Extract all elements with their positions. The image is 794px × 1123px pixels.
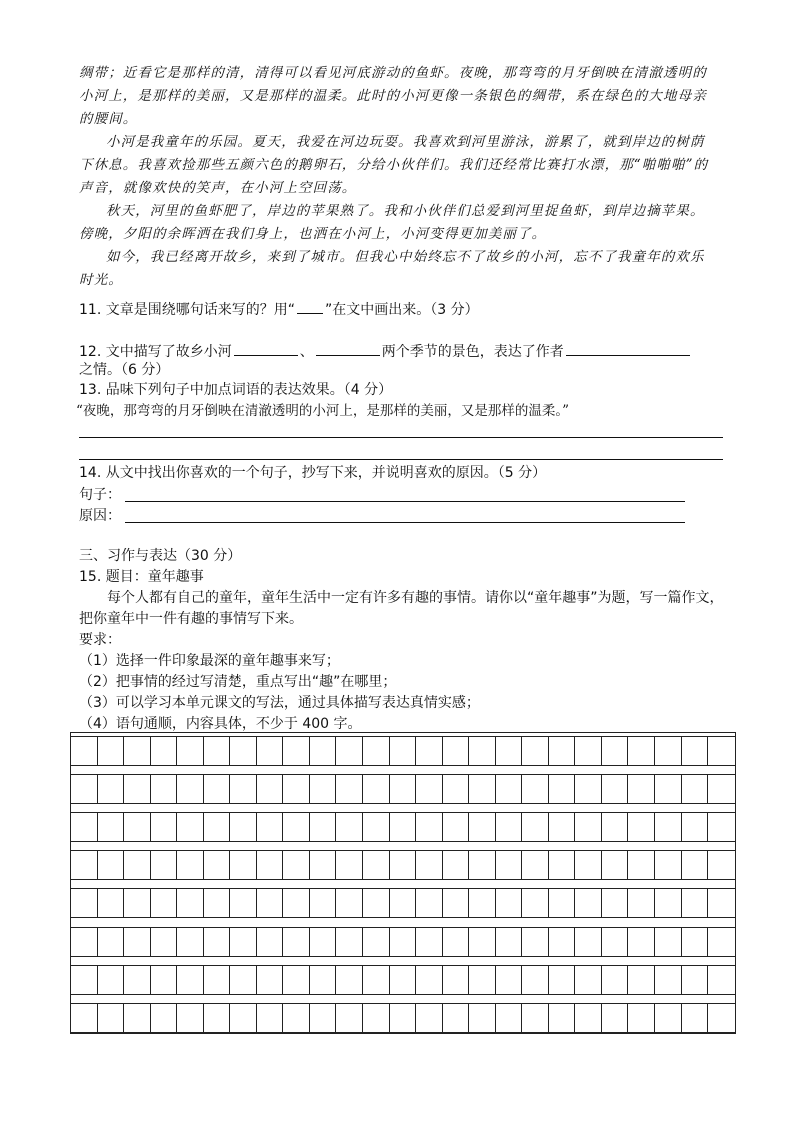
grid-cell[interactable] bbox=[496, 889, 523, 917]
grid-cell[interactable] bbox=[98, 737, 125, 765]
grid-cell[interactable] bbox=[602, 966, 629, 994]
grid-cell[interactable] bbox=[257, 851, 284, 879]
grid-cell[interactable] bbox=[522, 737, 549, 765]
passage-paragraph: 如今，我已经离开故乡，来到了城市。但我心中始终忘不了故乡的小河，忘不了我童年的欢乐时光。 bbox=[79, 249, 705, 288]
grid-cell[interactable] bbox=[177, 813, 204, 841]
question-11 bbox=[79, 298, 479, 320]
grid-cell[interactable] bbox=[230, 813, 257, 841]
requirements-label: 要求： bbox=[79, 632, 121, 648]
grid-cell[interactable] bbox=[655, 851, 682, 879]
grid-cell[interactable] bbox=[257, 966, 284, 994]
grid-cell[interactable] bbox=[496, 737, 523, 765]
grid-cell[interactable] bbox=[390, 775, 417, 803]
grid-cell[interactable] bbox=[443, 966, 470, 994]
grid-cell[interactable] bbox=[71, 966, 98, 994]
grid-cell[interactable] bbox=[602, 928, 629, 956]
grid-cell[interactable] bbox=[336, 1004, 363, 1032]
grid-cell[interactable] bbox=[204, 775, 231, 803]
grid-row bbox=[71, 774, 735, 804]
part-three bbox=[79, 546, 729, 735]
grid-cell[interactable] bbox=[151, 737, 178, 765]
grid-cell[interactable] bbox=[682, 737, 709, 765]
grid-cell[interactable] bbox=[602, 775, 629, 803]
grid-cell[interactable] bbox=[602, 851, 629, 879]
grid-cell[interactable] bbox=[310, 737, 337, 765]
grid-cell[interactable] bbox=[602, 889, 629, 917]
grid-cell[interactable] bbox=[416, 813, 443, 841]
grid-cell[interactable] bbox=[602, 813, 629, 841]
grid-cell[interactable] bbox=[443, 775, 470, 803]
sentence-label: 句子： bbox=[79, 487, 121, 503]
grid-cell[interactable] bbox=[177, 737, 204, 765]
grid-cell[interactable] bbox=[124, 1004, 151, 1032]
answer-line[interactable] bbox=[79, 437, 723, 438]
grid-cell[interactable] bbox=[628, 1004, 655, 1032]
grid-cell[interactable] bbox=[363, 737, 390, 765]
grid-cell[interactable] bbox=[124, 737, 151, 765]
grid-cell[interactable] bbox=[283, 737, 310, 765]
grid-cell[interactable] bbox=[71, 1004, 98, 1032]
grid-cell[interactable] bbox=[416, 851, 443, 879]
grid-cell[interactable] bbox=[522, 813, 549, 841]
grid-cell[interactable] bbox=[98, 889, 125, 917]
grid-cell[interactable] bbox=[575, 966, 602, 994]
grid-cell[interactable] bbox=[336, 851, 363, 879]
requirement-item: （4）语句通顺，内容具体，不少于 400 字。 bbox=[79, 716, 362, 732]
grid-cell[interactable] bbox=[283, 851, 310, 879]
grid-cell[interactable] bbox=[177, 775, 204, 803]
grid-cell[interactable] bbox=[708, 889, 735, 917]
grid-cell[interactable] bbox=[390, 928, 417, 956]
grid-cell[interactable] bbox=[363, 775, 390, 803]
grid-cell[interactable] bbox=[257, 737, 284, 765]
grid-cell[interactable] bbox=[655, 889, 682, 917]
grid-cell[interactable] bbox=[628, 889, 655, 917]
grid-cell[interactable] bbox=[496, 813, 523, 841]
question-12-text-a: 12. 文中描写了故乡小河 bbox=[79, 344, 232, 360]
grid-cell[interactable] bbox=[522, 966, 549, 994]
grid-row bbox=[71, 812, 735, 842]
question-14-title: 14. 从文中找出你喜欢的一个句子，抄写下来，并说明喜欢的原因。（5 分） bbox=[79, 465, 547, 481]
grid-cell[interactable] bbox=[416, 966, 443, 994]
grid-cell[interactable] bbox=[204, 737, 231, 765]
grid-cell[interactable] bbox=[496, 966, 523, 994]
grid-cell[interactable] bbox=[549, 966, 576, 994]
grid-cell[interactable] bbox=[204, 813, 231, 841]
grid-cell[interactable] bbox=[575, 851, 602, 879]
grid-cell[interactable] bbox=[469, 1004, 496, 1032]
grid-cell[interactable] bbox=[443, 737, 470, 765]
grid-cell[interactable] bbox=[496, 1004, 523, 1032]
grid-cell[interactable] bbox=[469, 813, 496, 841]
grid-cell[interactable] bbox=[522, 928, 549, 956]
grid-cell[interactable] bbox=[390, 1004, 417, 1032]
grid-cell[interactable] bbox=[522, 1004, 549, 1032]
grid-cell[interactable] bbox=[98, 813, 125, 841]
grid-cell[interactable] bbox=[151, 966, 178, 994]
grid-cell[interactable] bbox=[496, 851, 523, 879]
grid-cell[interactable] bbox=[177, 889, 204, 917]
grid-cell[interactable] bbox=[602, 1004, 629, 1032]
grid-cell[interactable] bbox=[443, 1004, 470, 1032]
grid-cell[interactable] bbox=[336, 889, 363, 917]
grid-cell[interactable] bbox=[416, 1004, 443, 1032]
question-12 bbox=[79, 340, 729, 362]
grid-cell[interactable] bbox=[549, 889, 576, 917]
grid-cell[interactable] bbox=[124, 928, 151, 956]
grid-cell[interactable] bbox=[575, 737, 602, 765]
grid-cell[interactable] bbox=[549, 737, 576, 765]
grid-cell[interactable] bbox=[549, 775, 576, 803]
grid-cell[interactable] bbox=[522, 851, 549, 879]
grid-row bbox=[71, 927, 735, 957]
grid-cell[interactable] bbox=[363, 928, 390, 956]
grid-cell[interactable] bbox=[549, 851, 576, 879]
grid-cell[interactable] bbox=[230, 737, 257, 765]
passage-paragraph: 小河是我童年的乐园。夏天，我爱在河边玩耍。我喜欢到河里游泳，游累了，就到岸边的树荫下休息。我喜欢捡那些五颜六色的鹅卵石，分给小伙伴们。我们还经常比赛打水漂，那“啪啪啪”的声音，就像欢快的笑声，在小河上空回荡。 bbox=[79, 134, 709, 196]
grid-cell[interactable] bbox=[443, 851, 470, 879]
question-12-text-c: 两个季节的景色，表达了作者 bbox=[381, 344, 564, 360]
grid-cell[interactable] bbox=[71, 813, 98, 841]
grid-cell[interactable] bbox=[469, 737, 496, 765]
answer-line[interactable] bbox=[79, 459, 723, 460]
grid-cell[interactable] bbox=[363, 1004, 390, 1032]
grid-cell[interactable] bbox=[283, 813, 310, 841]
grid-cell[interactable] bbox=[283, 889, 310, 917]
grid-cell[interactable] bbox=[469, 928, 496, 956]
grid-cell[interactable] bbox=[682, 966, 709, 994]
grid-cell[interactable] bbox=[336, 966, 363, 994]
grid-cell[interactable] bbox=[257, 813, 284, 841]
grid-cell[interactable] bbox=[416, 928, 443, 956]
passage-paragraph: 秋天，河里的鱼虾肥了，岸边的苹果熟了。我和小伙伴们总爱到河里捉鱼虾，到岸边摘苹果。傍晚，夕阳的余晖洒在我们身上，也洒在小河上，小河变得更加美丽了。 bbox=[79, 203, 705, 242]
grid-cell[interactable] bbox=[310, 851, 337, 879]
grid-cell[interactable] bbox=[443, 928, 470, 956]
grid-cell[interactable] bbox=[575, 813, 602, 841]
grid-cell[interactable] bbox=[655, 928, 682, 956]
grid-cell[interactable] bbox=[575, 1004, 602, 1032]
grid-cell[interactable] bbox=[628, 737, 655, 765]
requirement-item: （1）选择一件印象最深的童年趣事来写； bbox=[79, 653, 340, 669]
grid-row bbox=[71, 850, 735, 880]
question-12-line2: 之情。（6 分） bbox=[79, 362, 170, 378]
grid-cell[interactable] bbox=[469, 775, 496, 803]
grid-cell[interactable] bbox=[708, 737, 735, 765]
grid-cell[interactable] bbox=[98, 775, 125, 803]
grid-cell[interactable] bbox=[336, 813, 363, 841]
grid-cell[interactable] bbox=[469, 889, 496, 917]
grid-cell[interactable] bbox=[257, 928, 284, 956]
sentence-answer-line[interactable] bbox=[125, 501, 685, 502]
question-12-text-b: 、 bbox=[299, 344, 314, 360]
grid-cell[interactable] bbox=[204, 966, 231, 994]
grid-cell[interactable] bbox=[230, 775, 257, 803]
grid-cell[interactable] bbox=[204, 928, 231, 956]
grid-cell[interactable] bbox=[151, 889, 178, 917]
grid-cell[interactable] bbox=[682, 1004, 709, 1032]
grid-cell[interactable] bbox=[708, 928, 735, 956]
grid-row bbox=[71, 1003, 735, 1033]
grid-cell[interactable] bbox=[628, 813, 655, 841]
reason-label: 原因： bbox=[79, 508, 121, 524]
grid-cell[interactable] bbox=[124, 966, 151, 994]
answer-blank-season-2[interactable] bbox=[316, 340, 380, 356]
grid-cell[interactable] bbox=[204, 1004, 231, 1032]
grid-cell[interactable] bbox=[363, 851, 390, 879]
grid-cell[interactable] bbox=[682, 851, 709, 879]
grid-cell[interactable] bbox=[602, 737, 629, 765]
grid-cell[interactable] bbox=[628, 775, 655, 803]
grid-cell[interactable] bbox=[310, 889, 337, 917]
reading-passage bbox=[79, 62, 719, 292]
grid-cell[interactable] bbox=[708, 775, 735, 803]
grid-cell[interactable] bbox=[71, 737, 98, 765]
grid-cell[interactable] bbox=[257, 775, 284, 803]
grid-cell[interactable] bbox=[98, 1004, 125, 1032]
grid-cell[interactable] bbox=[390, 966, 417, 994]
grid-cell[interactable] bbox=[496, 928, 523, 956]
grid-cell[interactable] bbox=[655, 775, 682, 803]
grid-cell[interactable] bbox=[71, 775, 98, 803]
grid-cell[interactable] bbox=[469, 966, 496, 994]
grid-cell[interactable] bbox=[363, 966, 390, 994]
grid-cell[interactable] bbox=[549, 928, 576, 956]
grid-cell[interactable] bbox=[443, 813, 470, 841]
grid-cell[interactable] bbox=[549, 813, 576, 841]
grid-cell[interactable] bbox=[71, 889, 98, 917]
question-13-title: 13. 品味下列句子中加点词语的表达效果。（4 分） bbox=[79, 382, 393, 398]
grid-cell[interactable] bbox=[177, 851, 204, 879]
grid-cell[interactable] bbox=[390, 851, 417, 879]
grid-cell[interactable] bbox=[363, 889, 390, 917]
grid-cell[interactable] bbox=[151, 775, 178, 803]
grid-cell[interactable] bbox=[71, 928, 98, 956]
grid-cell[interactable] bbox=[522, 889, 549, 917]
grid-cell[interactable] bbox=[124, 813, 151, 841]
grid-cell[interactable] bbox=[469, 851, 496, 879]
grid-cell[interactable] bbox=[151, 813, 178, 841]
question-11-text-a: 11. 文章是围绕哪句话来写的？用“ bbox=[79, 302, 295, 318]
grid-cell[interactable] bbox=[310, 1004, 337, 1032]
grid-cell[interactable] bbox=[708, 851, 735, 879]
grid-cell[interactable] bbox=[655, 1004, 682, 1032]
grid-cell[interactable] bbox=[151, 928, 178, 956]
grid-cell[interactable] bbox=[230, 966, 257, 994]
grid-cell[interactable] bbox=[708, 966, 735, 994]
grid-cell[interactable] bbox=[71, 851, 98, 879]
grid-cell[interactable] bbox=[124, 889, 151, 917]
grid-cell[interactable] bbox=[204, 851, 231, 879]
grid-cell[interactable] bbox=[682, 775, 709, 803]
grid-cell[interactable] bbox=[682, 889, 709, 917]
grid-cell[interactable] bbox=[310, 928, 337, 956]
grid-cell[interactable] bbox=[230, 1004, 257, 1032]
grid-cell[interactable] bbox=[575, 928, 602, 956]
requirement-item: （2）把事情的经过写清楚，重点写出“趣”在哪里； bbox=[79, 674, 397, 690]
composition-grid[interactable] bbox=[70, 732, 736, 1034]
section-heading: 三、习作与表达（30 分） bbox=[79, 548, 242, 564]
reason-answer-line[interactable] bbox=[125, 522, 685, 523]
grid-cell[interactable] bbox=[230, 851, 257, 879]
grid-cell[interactable] bbox=[310, 966, 337, 994]
grid-row bbox=[71, 736, 735, 766]
grid-cell[interactable] bbox=[257, 1004, 284, 1032]
grid-cell[interactable] bbox=[177, 928, 204, 956]
grid-cell[interactable] bbox=[230, 928, 257, 956]
grid-cell[interactable] bbox=[98, 851, 125, 879]
grid-cell[interactable] bbox=[549, 1004, 576, 1032]
answer-blank-season-1[interactable] bbox=[234, 340, 298, 356]
grid-cell[interactable] bbox=[575, 889, 602, 917]
grid-cell[interactable] bbox=[443, 889, 470, 917]
grid-cell[interactable] bbox=[336, 775, 363, 803]
grid-cell[interactable] bbox=[390, 737, 417, 765]
grid-cell[interactable] bbox=[416, 737, 443, 765]
grid-cell[interactable] bbox=[310, 775, 337, 803]
answer-blank-feeling[interactable] bbox=[566, 340, 690, 356]
grid-row bbox=[71, 888, 735, 918]
grid-cell[interactable] bbox=[204, 889, 231, 917]
grid-cell[interactable] bbox=[628, 928, 655, 956]
grid-cell[interactable] bbox=[628, 966, 655, 994]
requirement-item: （3）可以学习本单元课文的写法，通过具体描写表达真情实感； bbox=[79, 695, 480, 711]
grid-cell[interactable] bbox=[257, 889, 284, 917]
grid-cell[interactable] bbox=[283, 966, 310, 994]
grid-cell[interactable] bbox=[655, 966, 682, 994]
question-13-quote: “夜晚，那弯弯的月牙倒映在清澈透明的小河上，是那样的美丽，又是那样的温柔。” bbox=[76, 403, 570, 419]
grid-cell[interactable] bbox=[151, 1004, 178, 1032]
grid-cell[interactable] bbox=[177, 1004, 204, 1032]
grid-cell[interactable] bbox=[124, 775, 151, 803]
grid-cell[interactable] bbox=[177, 966, 204, 994]
grid-cell[interactable] bbox=[416, 889, 443, 917]
grid-cell[interactable] bbox=[124, 851, 151, 879]
grid-cell[interactable] bbox=[336, 737, 363, 765]
grid-cell[interactable] bbox=[682, 813, 709, 841]
grid-cell[interactable] bbox=[151, 851, 178, 879]
grid-cell[interactable] bbox=[708, 1004, 735, 1032]
grid-cell[interactable] bbox=[496, 775, 523, 803]
underline-sample bbox=[297, 298, 323, 314]
grid-cell[interactable] bbox=[655, 813, 682, 841]
grid-cell[interactable] bbox=[283, 1004, 310, 1032]
writing-prompt: 每个人都有自己的童年，童年生活中一定有许多有趣的事情。请你以“童年趣事”为题，写一篇作文，把你童年中一件有趣的事情写下来。 bbox=[79, 590, 724, 627]
grid-cell[interactable] bbox=[283, 775, 310, 803]
grid-cell[interactable] bbox=[628, 851, 655, 879]
grid-cell[interactable] bbox=[575, 775, 602, 803]
grid-cell[interactable] bbox=[390, 889, 417, 917]
grid-cell[interactable] bbox=[655, 737, 682, 765]
question-11-text-b: ”在文中画出来。（3 分） bbox=[324, 302, 479, 318]
grid-cell[interactable] bbox=[708, 813, 735, 841]
grid-cell[interactable] bbox=[390, 813, 417, 841]
passage-paragraph: 绸带；近看它是那样的清，清得可以看见河底游动的鱼虾。夜晚，那弯弯的月牙倒映在清澈透明的小河上，是那样的美丽，又是那样的温柔。此时的小河更像一条银色的绸带，系在绿色的大地母亲的腰间。 bbox=[79, 65, 707, 127]
grid-cell[interactable] bbox=[522, 775, 549, 803]
grid-cell[interactable] bbox=[98, 966, 125, 994]
grid-cell[interactable] bbox=[682, 928, 709, 956]
grid-cell[interactable] bbox=[336, 928, 363, 956]
grid-cell[interactable] bbox=[98, 928, 125, 956]
question-15-title: 15. 题目：童年趣事 bbox=[79, 569, 204, 585]
grid-cell[interactable] bbox=[416, 775, 443, 803]
grid-cell[interactable] bbox=[363, 813, 390, 841]
grid-cell[interactable] bbox=[310, 813, 337, 841]
grid-cell[interactable] bbox=[230, 889, 257, 917]
grid-row bbox=[71, 965, 735, 995]
grid-cell[interactable] bbox=[283, 928, 310, 956]
